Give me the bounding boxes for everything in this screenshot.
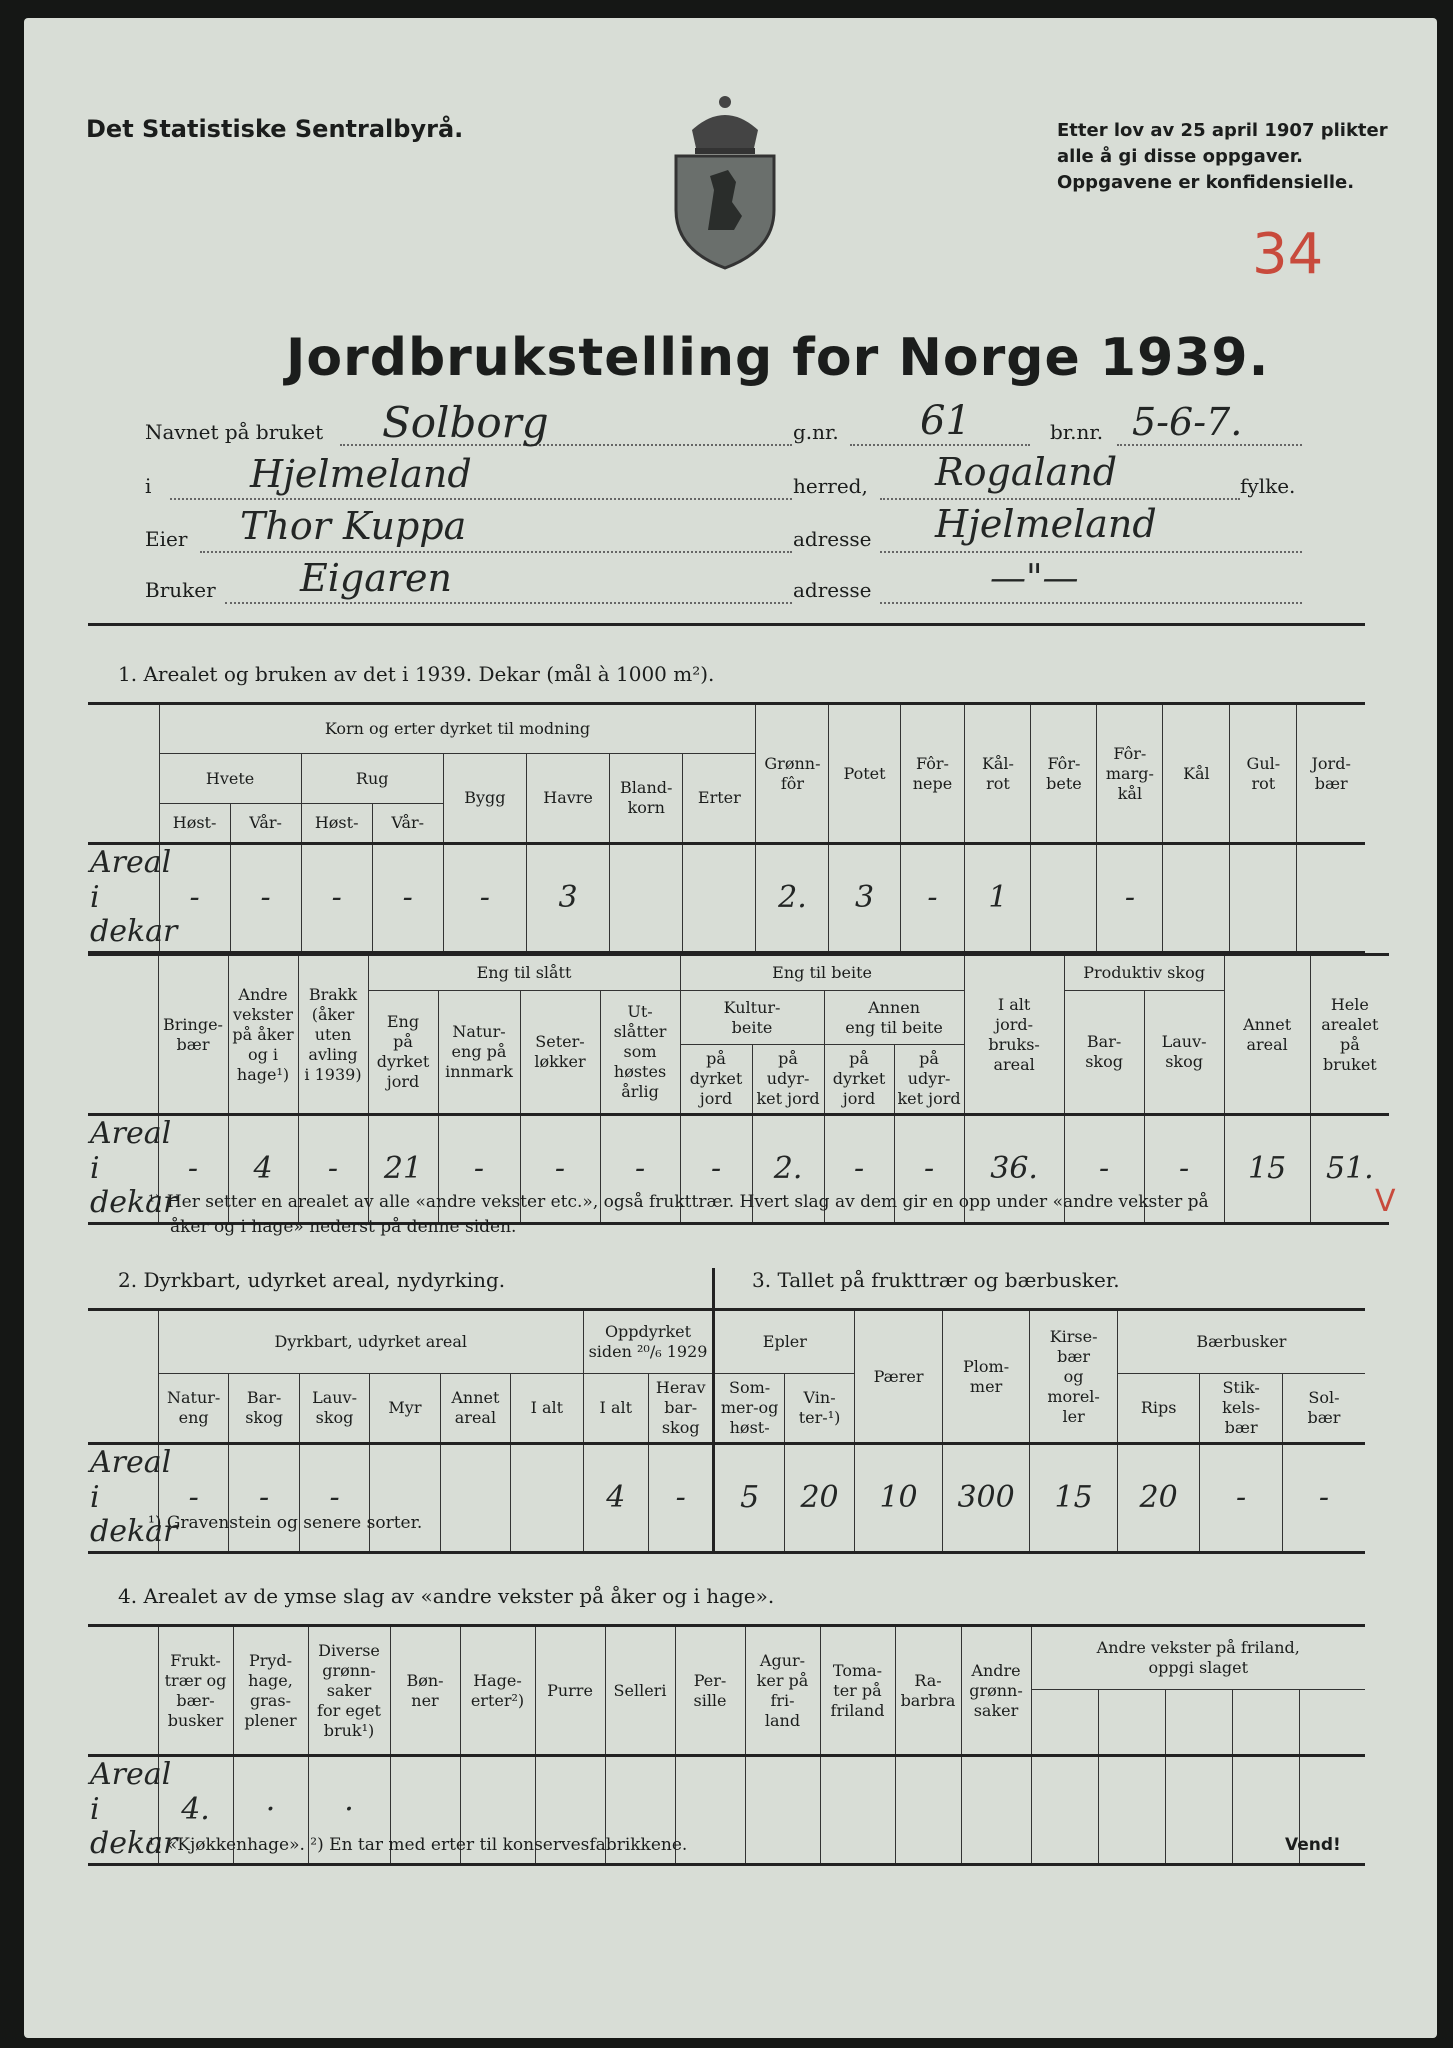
- brnr-value: 5-6-7.: [1132, 400, 1243, 444]
- table-cell: Per- sille: [675, 1626, 745, 1756]
- table-cell: Andre vekster på åker og i hage¹): [228, 955, 298, 1115]
- section-2-3-values-row: [88, 1444, 1365, 1553]
- table-cell: Myr: [370, 1374, 440, 1444]
- table-cell: 4.: [158, 1756, 233, 1865]
- table-cell: [820, 1756, 895, 1865]
- table-cell: Gul- rot: [1230, 704, 1297, 844]
- table-cell: 20: [1117, 1444, 1200, 1553]
- table-cell: [895, 1756, 961, 1865]
- table-cell: Bygg: [443, 754, 526, 844]
- table-cell: [1098, 1690, 1165, 1756]
- owner-address-value: Hjelmeland: [935, 502, 1157, 546]
- table-cell: Brakk (åker uten avling i 1939): [298, 955, 368, 1115]
- table-cell: Rips: [1117, 1374, 1200, 1444]
- section-2-heading: 2. Dyrkbart, udyrket areal, nydyrking.: [118, 1268, 506, 1292]
- table-cell: Eng på dyrket jord: [368, 991, 438, 1115]
- check-mark: V: [1375, 1184, 1396, 1219]
- table-cell: Produktiv skog: [1064, 955, 1224, 991]
- page-title: Jordbrukstelling for Norge 1939.: [286, 328, 1270, 388]
- table-cell: -: [301, 844, 372, 953]
- table-cell: Fôr- nepe: [900, 704, 965, 844]
- table-cell: Hele arealet på bruket: [1310, 955, 1389, 1115]
- table-cell: Stik- kels- bær: [1200, 1374, 1283, 1444]
- table-cell: -: [372, 844, 443, 953]
- table-cell: Natur- eng: [158, 1374, 228, 1444]
- table-cell: Seter- løkker: [520, 991, 600, 1115]
- table-cell: -: [159, 844, 230, 953]
- table-cell: [1165, 1756, 1232, 1865]
- table-cell: Bar- skog: [229, 1374, 299, 1444]
- table-cell: Annet areal: [1224, 955, 1310, 1115]
- table-cell: Kål- rot: [965, 704, 1031, 844]
- table-cell: -: [1097, 844, 1163, 953]
- agency-name: Det Statistiske Sentralbyrå.: [86, 115, 464, 143]
- table-cell: Agur- ker på fri- land: [745, 1626, 820, 1756]
- table-cell: Epler: [714, 1310, 855, 1374]
- table-cell: Frukt- trær og bær- busker: [158, 1626, 233, 1756]
- table-cell: [610, 844, 683, 953]
- table-cell: Høst-: [301, 804, 372, 844]
- table-cell: -: [438, 1115, 520, 1224]
- section-4-table: [88, 1624, 1365, 1866]
- table-cell: [1098, 1756, 1165, 1865]
- table-cell: Sol- bær: [1282, 1374, 1365, 1444]
- table-cell: -: [649, 1444, 714, 1553]
- user-address-value: —"—: [990, 558, 1079, 599]
- table-cell: Havre: [526, 754, 609, 844]
- table-cell: Eng til slått: [368, 955, 680, 991]
- turn-page-note: Vend!: [1285, 1835, 1341, 1855]
- table-cell: -: [229, 1444, 299, 1553]
- table-cell: -: [680, 1115, 752, 1224]
- table-cell: ·: [308, 1756, 390, 1865]
- table-cell: Purre: [535, 1626, 605, 1756]
- table-cell: [745, 1756, 820, 1865]
- table-cell: Areal i dekar: [88, 1756, 158, 1865]
- table-cell: [1031, 1756, 1098, 1865]
- table-cell: 4: [583, 1444, 648, 1553]
- table-cell: Som- mer-og høst-: [714, 1374, 784, 1444]
- table-cell: Dyrkbart, udyrket areal: [158, 1310, 583, 1374]
- table-cell: Areal i dekar: [88, 844, 159, 953]
- table-cell: Plom- mer: [942, 1310, 1030, 1444]
- section-4-heading: 4. Arealet av de ymse slag av «andre vekster på åker og i hage».: [118, 1584, 775, 1608]
- table-cell: 300: [942, 1444, 1030, 1553]
- table-cell: [961, 1756, 1031, 1865]
- table-cell: Lauv- skog: [299, 1374, 369, 1444]
- table-cell: I alt jord- bruks- areal: [964, 955, 1064, 1115]
- table-cell: [88, 704, 159, 844]
- table-cell: på dyrket jord: [824, 1045, 894, 1115]
- coat-of-arms-icon: [670, 90, 780, 270]
- table-cell: -: [1064, 1115, 1144, 1224]
- table-cell: Bar- skog: [1064, 991, 1144, 1115]
- table-cell: Rug: [301, 754, 443, 804]
- table-cell: -: [600, 1115, 680, 1224]
- table-cell: Diverse grønn- saker for eget bruk¹): [308, 1626, 390, 1756]
- county-value: Rogaland: [935, 450, 1118, 494]
- municipality-value: Hjelmeland: [250, 452, 472, 496]
- table-cell: [1297, 844, 1365, 953]
- table-cell: Toma- ter på friland: [820, 1626, 895, 1756]
- section-1-heading: 1. Arealet og bruken av det i 1939. Dekar (mål à 1000 m²).: [118, 662, 715, 686]
- table-cell: [88, 1626, 158, 1756]
- table-cell: Bland- korn: [610, 754, 683, 844]
- table-cell: 36.: [964, 1115, 1064, 1224]
- table-cell: Vår-: [372, 804, 443, 844]
- table-cell: Andre grønn- saker: [961, 1626, 1031, 1756]
- table-cell: Korn og erter dyrket til modning: [159, 704, 756, 754]
- gnr-value: 61: [920, 398, 971, 444]
- table-cell: Pærer: [855, 1310, 943, 1444]
- table-cell: -: [158, 1444, 228, 1553]
- table-cell: Pryd- hage, gras- plener: [233, 1626, 308, 1756]
- table-cell: [511, 1444, 583, 1553]
- table-cell: [1230, 844, 1297, 953]
- section-1a-values-row: [88, 844, 1365, 953]
- legal-notice: Etter lov av 25 april 1907 plikter alle å gi disse oppgaver. Oppgavene er konfidensielle.: [1057, 120, 1388, 193]
- table-cell: Potet: [829, 704, 900, 844]
- table-cell: Areal i dekar: [88, 1115, 158, 1224]
- table-cell: [440, 1444, 510, 1553]
- table-cell: [1031, 844, 1097, 953]
- table-cell: [370, 1444, 440, 1553]
- table-cell: Eng til beite: [680, 955, 964, 991]
- table-cell: 3: [829, 844, 900, 953]
- table-cell: I alt: [511, 1374, 583, 1444]
- owner-value: Thor Kuppa: [240, 504, 467, 548]
- table-cell: 51.: [1310, 1115, 1389, 1224]
- table-cell: 3: [526, 844, 609, 953]
- table-cell: Hvete: [159, 754, 301, 804]
- table-cell: Areal i dekar: [88, 1444, 158, 1553]
- table-cell: Natur- eng på innmark: [438, 991, 520, 1115]
- page-number: 34: [1252, 222, 1324, 287]
- table-cell: [88, 955, 158, 1115]
- table-cell: [1163, 844, 1230, 953]
- table-cell: Hage- erter²): [460, 1626, 535, 1756]
- table-cell: -: [894, 1115, 964, 1224]
- table-cell: 21: [368, 1115, 438, 1224]
- table-cell: Oppdyrket siden ²⁰/₆ 1929: [583, 1310, 714, 1374]
- table-cell: på udyr- ket jord: [752, 1045, 824, 1115]
- table-cell: 15: [1030, 1444, 1118, 1553]
- table-cell: Vin- ter-¹): [784, 1374, 854, 1444]
- table-cell: Grønn- fôr: [756, 704, 829, 844]
- table-cell: Ut- slåtter som høstes årlig: [600, 991, 680, 1115]
- table-cell: Bærbusker: [1117, 1310, 1365, 1374]
- table-cell: [683, 844, 756, 953]
- table-cell: 1: [965, 844, 1031, 953]
- table-cell: [1031, 1690, 1098, 1756]
- table-cell: -: [299, 1444, 369, 1553]
- table-cell: Høst-: [159, 804, 230, 844]
- table-cell: -: [1200, 1444, 1283, 1553]
- farm-name-value: Solborg: [382, 398, 549, 447]
- table-cell: 15: [1224, 1115, 1310, 1224]
- table-cell: Andre vekster på friland, oppgi slaget: [1031, 1626, 1365, 1690]
- table-cell: Herav bar- skog: [649, 1374, 714, 1444]
- table-cell: ·: [233, 1756, 308, 1865]
- table-cell: Jord- bær: [1297, 704, 1365, 844]
- section-1a-table: [88, 702, 1365, 954]
- table-cell: -: [158, 1115, 228, 1224]
- section-2-footnote: ¹) Gravenstein og senere sorter.: [148, 1513, 423, 1533]
- table-cell: Kål: [1163, 704, 1230, 844]
- table-cell: I alt: [583, 1374, 648, 1444]
- table-cell: 5: [714, 1444, 784, 1553]
- table-cell: Bøn- ner: [390, 1626, 460, 1756]
- table-cell: Vår-: [230, 804, 301, 844]
- table-cell: 2.: [756, 844, 829, 953]
- table-cell: -: [900, 844, 965, 953]
- table-cell: -: [824, 1115, 894, 1224]
- section-3-heading: 3. Tallet på frukttrær og bærbusker.: [752, 1268, 1120, 1292]
- table-cell: 10: [855, 1444, 943, 1553]
- table-cell: -: [1282, 1444, 1365, 1553]
- table-cell: Selleri: [605, 1626, 675, 1756]
- table-cell: [1232, 1690, 1299, 1756]
- table-cell: på dyrket jord: [680, 1045, 752, 1115]
- user-value: Eigaren: [300, 556, 452, 600]
- section-1-footnote: ¹) Her setter en arealet av alle «andre vekster etc.», også frukttrær. Hvert slag av dem gir en opp under «andre vekster på åker og i hage» nederst på denne siden.: [148, 1192, 1209, 1237]
- table-cell: Fôr- marg- kål: [1097, 704, 1163, 844]
- table-cell: Lauv- skog: [1144, 991, 1224, 1115]
- table-cell: Kultur- beite: [680, 991, 824, 1045]
- table-cell: på udyr- ket jord: [894, 1045, 964, 1115]
- table-cell: -: [1144, 1115, 1224, 1224]
- section-4-footnote: ¹) «Kjøkkenhage». ²) En tar med erter til konservesfabrikkene.: [148, 1835, 688, 1855]
- table-cell: -: [230, 844, 301, 953]
- table-cell: 2.: [752, 1115, 824, 1224]
- table-cell: Annen eng til beite: [824, 991, 964, 1045]
- section-1b-table: [88, 953, 1389, 1225]
- table-cell: Annet areal: [440, 1374, 510, 1444]
- table-cell: Bringe- bær: [158, 955, 228, 1115]
- table-cell: Erter: [683, 754, 756, 844]
- table-cell: [88, 1310, 158, 1444]
- table-cell: 4: [228, 1115, 298, 1224]
- table-cell: Fôr- bete: [1031, 704, 1097, 844]
- table-cell: Ra- barbra: [895, 1626, 961, 1756]
- table-cell: [1165, 1690, 1232, 1756]
- table-cell: -: [443, 844, 526, 953]
- table-cell: Kirse- bær og morel- ler: [1030, 1310, 1118, 1444]
- table-cell: [1299, 1690, 1365, 1756]
- table-cell: -: [520, 1115, 600, 1224]
- table-cell: 20: [784, 1444, 854, 1553]
- table-cell: -: [298, 1115, 368, 1224]
